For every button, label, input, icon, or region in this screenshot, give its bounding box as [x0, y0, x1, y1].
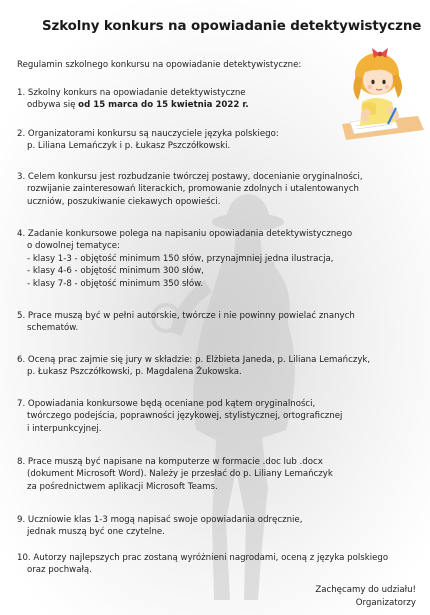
rule-line-text: odbywa się: [27, 100, 79, 111]
rule-item-2: [17, 128, 279, 153]
closing-text: Zachęcamy do udziału!: [315, 585, 416, 595]
rule-item-8: [17, 456, 333, 493]
rule-line: - klasy 1-3 - objętość minimum 150 słów, przynajmniej jedna ilustracja,: [27, 253, 334, 264]
rule-item-4: [17, 228, 352, 290]
rule-line: uczniów, poszukiwanie ciekawych opowieści.: [27, 196, 221, 207]
rule-line: 3. Celem konkursu jest rozbudzanie twórczej postawy, docenianie oryginalności,: [17, 172, 363, 182]
rule-line: jednak muszą być one czytelne.: [27, 527, 165, 538]
signature-text: Organizatorzy: [355, 598, 416, 608]
rule-line: p. Liliana Lemańczyk i p. Łukasz Pszczółkowski.: [27, 141, 231, 152]
rule-line: 4. Zadanie konkursowe polega na napisaniu opowiadania detektywistycznego: [17, 229, 353, 239]
rule-line: 2. Organizatorami konkursu są nauczyciele języka polskiego:: [17, 129, 279, 139]
girl-writing-illustration: [336, 44, 426, 144]
rule-item-9: [17, 514, 302, 539]
rule-line: oraz pochwałą.: [27, 565, 92, 576]
rule-line: rozwijanie zainteresowań literackich, promowanie zdolnych i utalentowanych: [27, 184, 359, 195]
rule-item-3: [17, 171, 363, 208]
rule-line: twórczego podejścia, poprawności językowej, stylistycznej, ortograficznej: [27, 411, 343, 422]
rule-line: - klasy 4-6 - objętość minimum 300 słów,: [27, 266, 204, 277]
rule-line: 5. Prace muszą być w pełni autorskie, twórcze i nie powinny powielać znanych: [17, 311, 355, 321]
rule-line: 10. Autorzy najlepszych prac zostaną wyróżnieni nagrodami, oceną z języka polskiego: [17, 553, 389, 563]
rule-line: 8. Prace muszą być napisane na komputerze w formacie .doc lub .docx: [17, 457, 323, 467]
rule-item-1: [17, 87, 249, 112]
rule-line: za pośrednictwem aplikacji Microsoft Teams.: [27, 481, 218, 492]
rule-line: - klasy 7-8 - objętość minimum 350 słów.: [27, 278, 204, 289]
rule-line: 7. Opowiadania konkursowe będą oceniane pod kątem oryginalności,: [17, 399, 316, 409]
rule-line: p. Łukasz Pszczółkowski, p. Magdalena Żukowska.: [27, 367, 242, 378]
rule-line: i interpunkcyjnej.: [27, 423, 102, 434]
page-title: Szkolny konkurs na opowiadanie detektywistyczne: [42, 19, 422, 34]
rule-line: o dowolnej tematyce:: [27, 241, 120, 252]
rule-line: 1. Szkolny konkurs na opowiadanie detektywistyczne: [17, 88, 246, 98]
rule-item-5: [17, 310, 355, 335]
rule-line: (dokument Microsoft Word). Należy je przesłać do p. Liliany Lemańczyk: [27, 469, 333, 480]
rule-line: [17, 99, 249, 111]
rule-item-7: [17, 398, 342, 435]
rule-item-10: [17, 552, 388, 577]
regulations-intro: Regulamin szkolnego konkursu na opowiadanie detektywistyczne:: [17, 60, 302, 70]
contest-dates: od 15 marca do 15 kwietnia 2022 r.: [78, 100, 249, 111]
rule-item-6: [17, 354, 370, 379]
rule-line: 9. Uczniowie klas 1-3 mogą napisać swoje opowiadania odręcznie,: [17, 515, 303, 525]
rule-line: 6. Oceną prac zajmie się jury w składzie: p. Elżbieta Janeda, p. Liliana Lemańczyk,: [17, 355, 371, 365]
rule-line: schematów.: [27, 323, 79, 334]
